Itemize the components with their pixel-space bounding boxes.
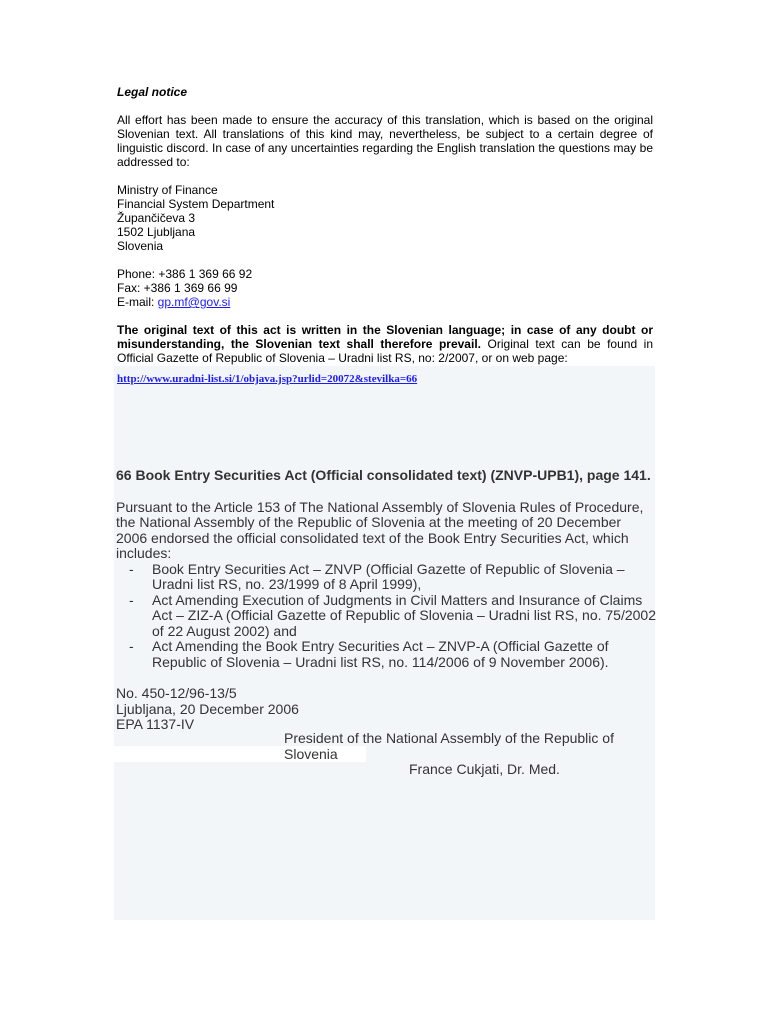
signatory-title: President of the National Assembly of the Republic of Slovenia	[284, 730, 614, 762]
address-line: Financial System Department	[117, 197, 275, 211]
address-line: Župančičeva 3	[117, 211, 196, 225]
act-number: No. 450-12/96-13/5	[116, 685, 237, 701]
act-section	[116, 468, 656, 749]
address-line: Ministry of Finance	[117, 183, 218, 197]
original-text-rest: Original text can be found in Official Gazette of Republic of Slovenia – Uradni list RS, no: 2/2007, or on web page:	[117, 337, 653, 365]
signature-block	[116, 731, 656, 778]
legal-notice-title: Legal notice	[117, 85, 188, 99]
email-link[interactable]: gp.mf@gov.si	[157, 295, 231, 309]
list-dash: -	[129, 591, 134, 608]
signatory-name: France Cukjati, Dr. Med.	[409, 761, 560, 777]
list-dash: -	[129, 560, 134, 577]
legal-notice-paragraph: All effort has been made to ensure the accuracy of this translation, which is based on the original Slovenian text. All translations of this kind may, nevertheless, be subject to a certain degree of linguistic discord. In case of any uncertainties regarding the English translation the questions may be addressed to:	[117, 113, 653, 169]
act-list	[116, 562, 656, 671]
address-line: 1502 Ljubljana	[117, 225, 196, 239]
gazette-url-link[interactable]: http://www.uradni-list.si/1/objava.jsp?urlid=20072&stevilka=66	[117, 373, 418, 385]
email-line	[117, 295, 653, 309]
list-item	[116, 562, 656, 593]
original-text-paragraph	[117, 323, 653, 365]
fax-line: Fax: +386 1 369 66 99	[117, 281, 238, 295]
act-epa: EPA 1137-IV	[116, 716, 195, 732]
list-item	[116, 639, 656, 670]
act-meta	[116, 686, 656, 733]
list-item-text: Book Entry Securities Act – ZNVP (Official Gazette of Republic of Slovenia – Uradni list RS, no. 23/1999 of 8 April 1999),	[152, 560, 625, 592]
legal-notice-section	[117, 85, 653, 379]
act-heading: 66 Book Entry Securities Act (Official consolidated text) (ZNVP-UPB1), page 141.	[116, 467, 651, 483]
original-text-bold: The original text of this act is written in the Slovenian language; in case of any doubt or misunderstanding, the Slovenian text shall therefore prevail.	[117, 323, 653, 351]
list-dash: -	[129, 638, 134, 654]
address-block	[117, 183, 653, 253]
contact-block	[117, 267, 653, 309]
email-label: E-mail:	[117, 295, 158, 309]
list-item-text: Act Amending the Book Entry Securities Act – ZNVP-A (Official Gazette of Republic of Slovenia – Uradni list RS, no. 114/2006 of 9 November 2006).	[152, 638, 609, 670]
act-intro: Pursuant to the Article 153 of The National Assembly of Slovenia Rules of Procedure, the National Assembly of the Republic of Slovenia at the meeting of 20 December 2006 endorsed the official consolidated text of the Book Entry Securities Act, which includes:	[116, 498, 644, 561]
act-place-date: Ljubljana, 20 December 2006	[116, 700, 299, 717]
list-item	[116, 593, 656, 640]
list-item-text: Act Amending Execution of Judgments in Civil Matters and Insurance of Claims Act – ZIZ-A (Official Gazette of Republic of Slovenia – Uradni list RS, no. 75/2002 of 22 August 2002) and	[152, 591, 656, 639]
address-line: Slovenia	[117, 239, 164, 253]
phone-line: Phone: +386 1 369 66 92	[117, 267, 253, 281]
